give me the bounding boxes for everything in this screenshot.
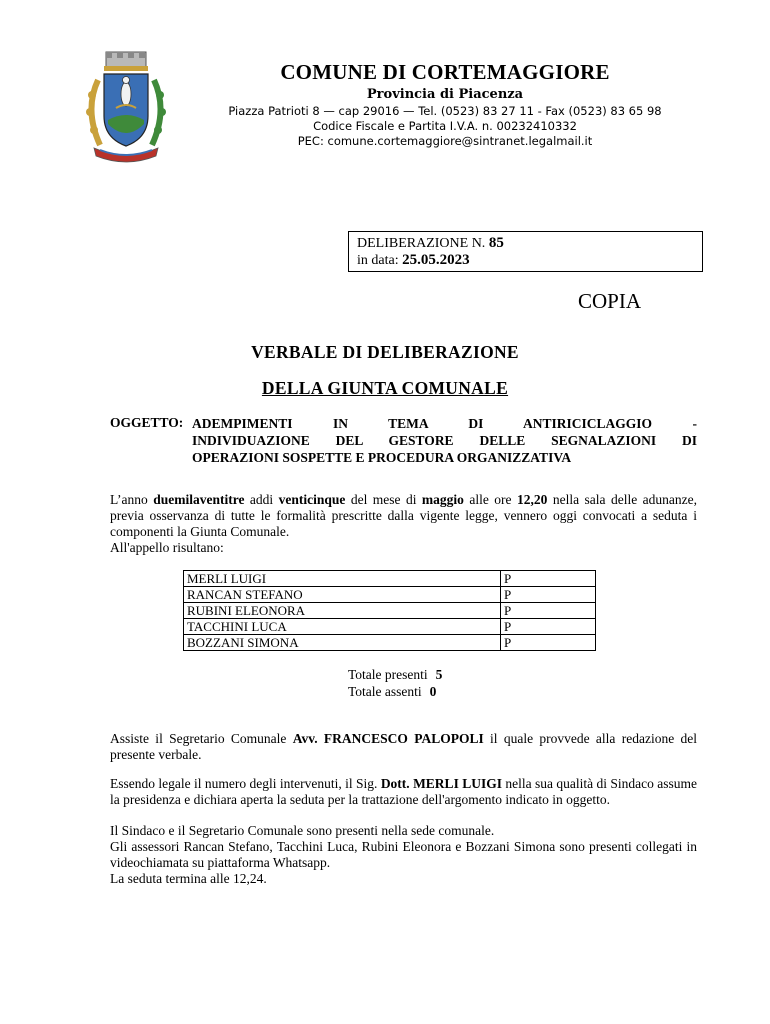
intro-text: alle ore [463,492,518,507]
subject-line-2: INDIVIDUAZIONE DEL GESTORE DELLE SEGNALAZIONI DI [192,433,697,448]
closing-line-1: Il Sindaco e il Segretario Comunale sono presenti nella sede comunale. [110,823,495,838]
member-name: RANCAN STEFANO [184,587,501,603]
totals-block [348,666,442,700]
deliberation-number-label: DELIBERAZIONE N. [357,236,486,251]
total-present-label: Totale presenti [348,667,428,682]
address-line: Piazza Patrioti 8 — cap 29016 — Tel. (0523) 83 27 11 - Fax (0523) 83 65 98 [228,104,662,118]
secretary-text: il quale provvede alla redazione del presente verbale. [110,731,697,762]
member-name: MERLI LUIGI [184,571,501,587]
document-title: VERBALE DI DELIBERAZIONE [251,342,519,362]
table-row [184,635,596,651]
intro-text: addi [244,492,279,507]
subject-text [192,415,697,466]
pec-email-line: PEC: comune.cortemaggiore@sintranet.legalmail.it [297,134,593,148]
member-name: TACCHINI LUCA [184,619,501,635]
intro-day: venticinque [278,492,346,507]
intro-time: 12,20 [517,492,548,507]
member-status: P [501,603,596,619]
deliberation-box [348,231,703,272]
members-table [183,570,596,651]
member-status: P [501,587,596,603]
total-absent-value: 0 [429,684,437,699]
secretary-paragraph [110,731,697,763]
subject-line-1: ADEMPIMENTI IN TEMA DI ANTIRICICLAGGIO - [192,416,697,431]
table-row [184,587,596,603]
intro-text: del mese di [345,492,422,507]
mayor-text: nella sua qualità di Sindaco assume la presidenza e dichiara aperta la seduta per la trattazione dell'argomento indicato in oggetto. [110,776,697,807]
secretary-text: Assiste il Segretario Comunale [110,731,293,746]
document-subtitle: DELLA GIUNTA COMUNALE [261,378,509,398]
total-present-value: 5 [435,667,443,682]
subject-line-3: OPERAZIONI SOSPETTE E PROCEDURA ORGANIZZATIVA [192,450,572,465]
deliberation-date: 25.05.2023 [402,252,470,268]
intro-year: duemilaventitre [153,492,245,507]
intro-text: L’anno [110,492,154,507]
subject-label: OGGETTO: [110,415,184,430]
deliberation-number-line [357,235,694,252]
total-present-line [348,666,442,683]
municipality-name: COMUNE DI CORTEMAGGIORE [280,60,610,84]
intro-text: nella sala delle adunanze, previa osservanza di tutte le formalità prescritte dalla vigente legge, vennero oggi convocati a seduta i componenti la Giunta Comunale. [110,492,698,539]
deliberation-number: 85 [488,235,504,251]
member-name: RUBINI ELEONORA [184,603,501,619]
table-row [184,619,596,635]
table-row [184,571,596,587]
table-row [184,603,596,619]
mayor-paragraph [110,776,697,808]
province-name: Provincia di Piacenza [366,87,524,102]
intro-paragraph [110,492,697,556]
total-absent-label: Totale assenti [348,684,422,699]
member-status: P [501,571,596,587]
coat-of-arms-logo [80,50,172,168]
closing-paragraph [110,823,697,887]
member-name: BOZZANI SIMONA [184,635,501,651]
member-status: P [501,635,596,651]
closing-line-3: La seduta termina alle 12,24. [110,871,267,886]
member-status: P [501,619,596,635]
secretary-name: Avv. FRANCESCO PALOPOLI [292,731,484,746]
deliberation-date-line [357,252,694,269]
closing-line-2: Gli assessori Rancan Stefano, Tacchini Luca, Rubini Eleonora e Bozzani Simona sono presenti collegati in videochiamata su piattaforma Whatsapp. [110,839,697,870]
copy-label: COPIA [578,289,642,313]
mayor-text: Essendo legale il numero degli intervenuti, il Sig. [110,776,381,791]
deliberation-date-label: in data: [357,253,399,268]
intro-month: maggio [421,492,464,507]
mayor-name: Dott. MERLI LUIGI [380,776,502,791]
roll-call-text: All'appello risultano: [110,540,224,555]
total-absent-line [348,683,442,700]
fiscal-code-line: Codice Fiscale e Partita I.V.A. n. 00232410332 [313,119,577,133]
